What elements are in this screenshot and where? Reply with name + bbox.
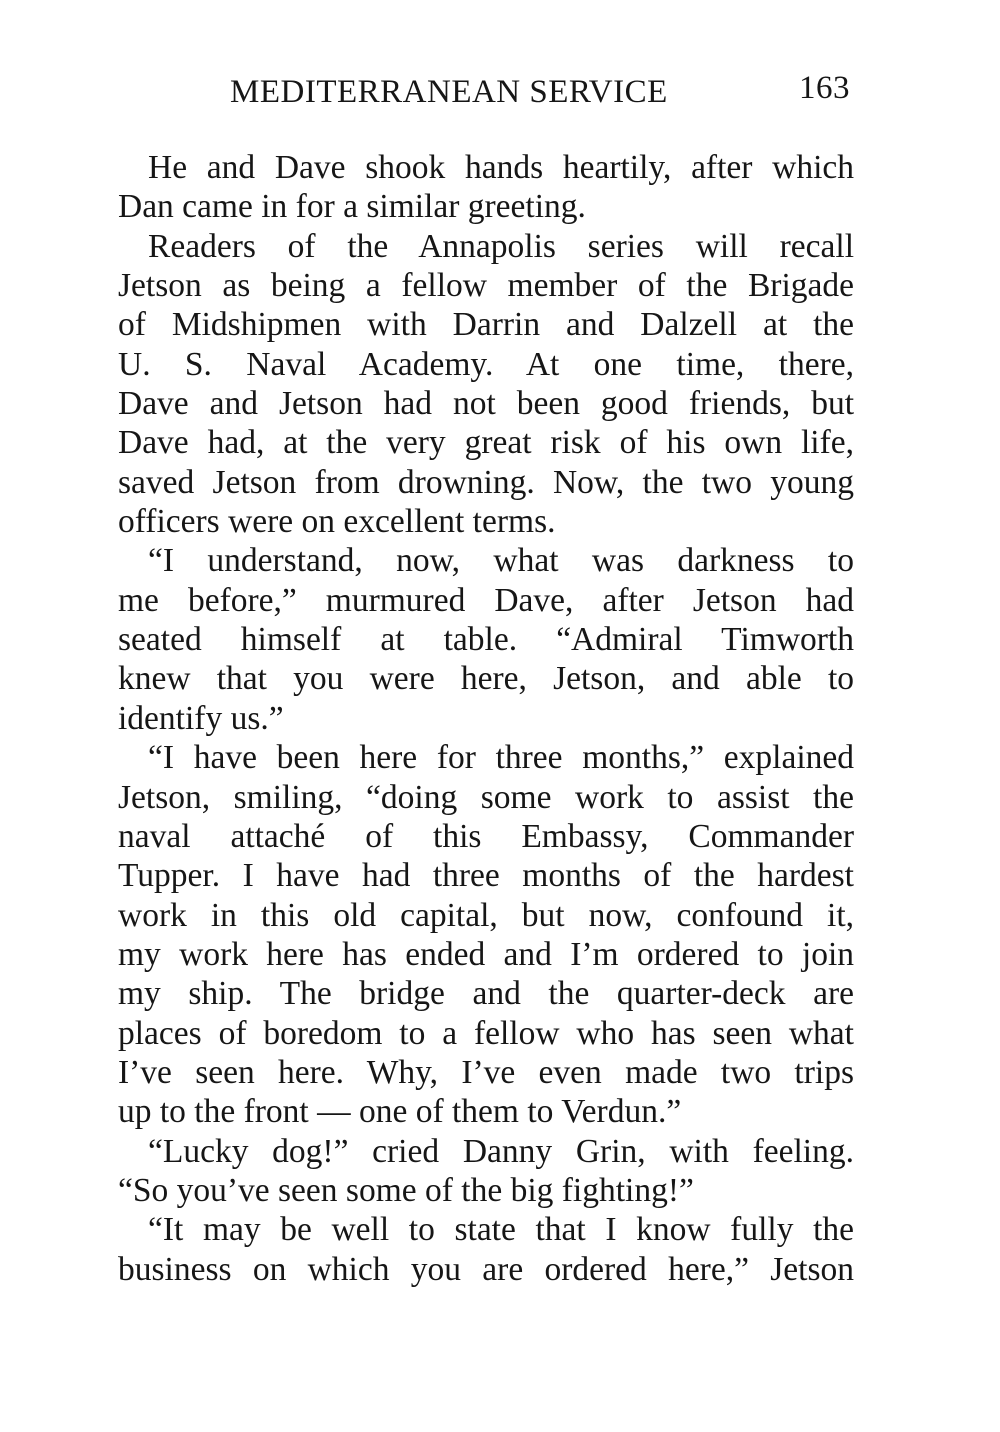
text-line: Dan came in for a similar greeting. [118,188,586,226]
page-number: 163 [799,70,850,106]
text-line: saved Jetson from drowning. Now, the two young [118,463,854,501]
text-line: business on which you are ordered here,” Jetson [118,1250,854,1288]
text-line: places of boredom to a fellow who has seen what [118,1014,854,1052]
text-line: “I have been here for three months,” explained [148,739,854,777]
text-line: “Lucky dog!” cried Danny Grin, with feeling. [148,1132,854,1170]
text-line: me before,” murmured Dave, after Jetson had [118,581,854,619]
text-line: “It may be well to state that I know fully the [148,1211,854,1249]
text-line: U. S. Naval Academy. At one time, there, [118,345,854,383]
text-line: Tupper. I have had three months of the hardest [118,857,854,895]
text-line: Jetson, smiling, “doing some work to assist the [118,778,854,816]
text-line: Dave had, at the very great risk of his own life, [118,424,854,462]
text-line: seated himself at table. “Admiral Timworth [118,621,854,659]
running-head [118,70,854,114]
text-line: He and Dave shook hands heartily, after which [148,149,854,186]
text-line: work in this old capital, but now, confound it, [118,896,854,934]
text-line: identify us.” [118,699,284,737]
text-line: Readers of the Annapolis series will recall [148,227,854,265]
text-line: “I understand, now, what was darkness to [148,542,854,580]
body-text [118,148,854,1289]
running-title: MEDITERRANEAN SERVICE [230,74,668,110]
text-line: knew that you were here, Jetson, and able to [118,660,854,698]
text-line: “So you’ve seen some of the big fighting!” [118,1171,694,1209]
text-line: I’ve seen here. Why, I’ve even made two trips [118,1053,854,1091]
text-line: naval attaché of this Embassy, Commander [118,817,854,855]
text-line: my ship. The bridge and the quarter-deck are [118,975,854,1013]
text-line: Jetson as being a fellow member of the Brigade [118,267,854,305]
text-line: Dave and Jetson had not been good friends, but [118,385,854,423]
text-line: my work here has ended and I’m ordered to join [118,935,854,973]
text-line: officers were on excellent terms. [118,503,556,541]
text-line: up to the front — one of them to Verdun.” [118,1093,682,1131]
text-line: of Midshipmen with Darrin and Dalzell at the [118,306,854,344]
